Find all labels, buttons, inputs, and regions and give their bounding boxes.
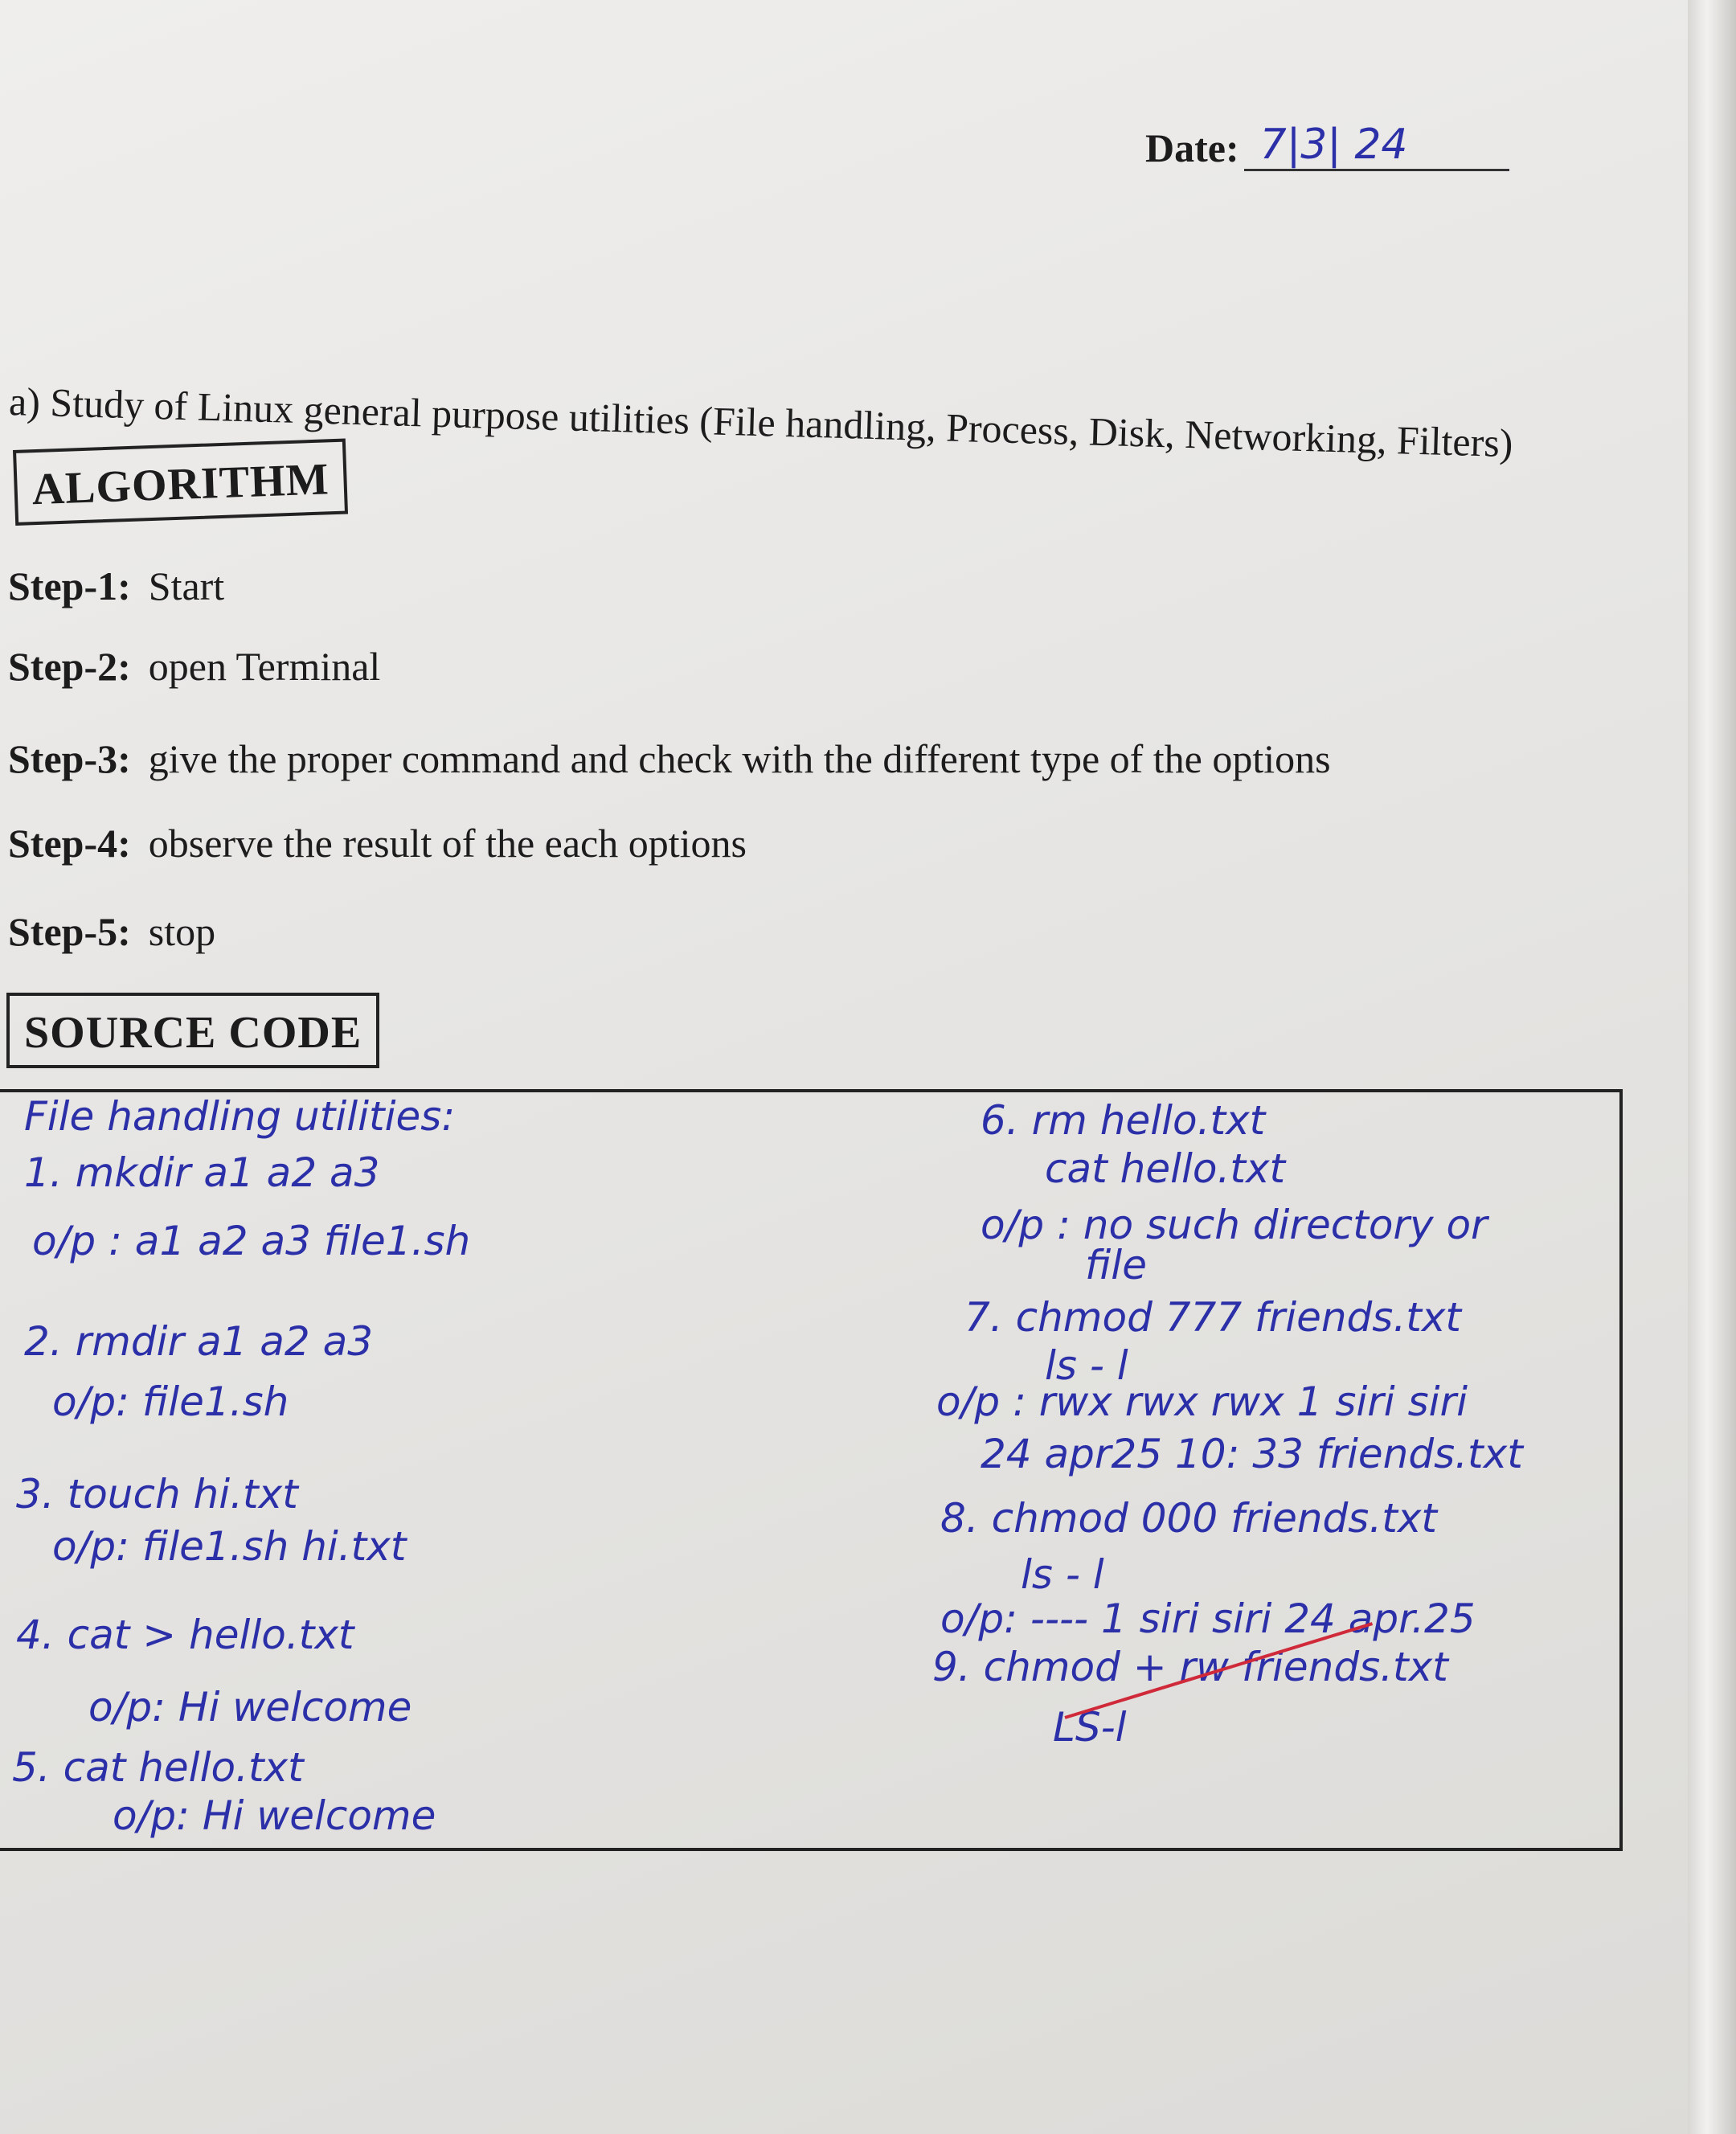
right-line-2: cat hello.txt: [1045, 1145, 1286, 1192]
right-line-6: ls - l: [1045, 1342, 1128, 1389]
step-label: Step-3:: [8, 736, 131, 781]
step-text: stop: [148, 909, 216, 954]
algorithm-heading: ALGORITHM: [13, 439, 348, 526]
step-label: Step-4:: [8, 821, 131, 866]
left-line-5: o/p: file1.sh: [52, 1378, 289, 1425]
right-line-5: 7. chmod 777 friends.txt: [964, 1294, 1462, 1341]
right-line-10: ls - l: [1021, 1551, 1104, 1598]
right-line-7: o/p : rwx rwx rwx 1 siri siri: [936, 1378, 1468, 1425]
left-line-10: 5. cat hello.txt: [12, 1744, 304, 1791]
right-line-13: LS-l: [1053, 1704, 1127, 1751]
right-line-8: 24 apr25 10: 33 friends.txt: [981, 1431, 1523, 1477]
right-line-4: file: [1085, 1242, 1147, 1288]
step-2: [8, 643, 380, 690]
step-4: [8, 820, 747, 866]
step-text: Start: [148, 563, 225, 608]
step-label: Step-2:: [8, 644, 131, 689]
left-line-7: o/p: file1.sh hi.txt: [52, 1523, 407, 1570]
step-label: Step-1:: [8, 563, 131, 608]
date-label: Date:: [1145, 125, 1239, 170]
step-text: give the proper command and check with the different type of the options: [148, 736, 1331, 781]
right-line-9: 8. chmod 000 friends.txt: [940, 1495, 1438, 1542]
right-line-11: o/p: ---- 1 siri siri 24 apr.25: [940, 1595, 1476, 1642]
source-code-heading: SOURCE CODE: [6, 993, 379, 1068]
left-line-1: File handling utilities:: [24, 1093, 456, 1140]
left-line-8: 4. cat > hello.txt: [16, 1612, 354, 1658]
step-text: observe the result of the each options: [148, 821, 747, 866]
page-edge: [1688, 0, 1736, 2134]
left-line-6: 3. touch hi.txt: [16, 1471, 298, 1518]
left-line-3: o/p : a1 a2 a3 file1.sh: [32, 1218, 471, 1264]
date-row: [1145, 121, 1509, 171]
right-line-12: 9. chmod + rw friends.txt: [932, 1644, 1448, 1690]
step-1: [8, 563, 224, 609]
left-line-11: o/p: Hi welcome: [113, 1792, 436, 1839]
right-line-1: 6. rm hello.txt: [981, 1097, 1266, 1144]
left-line-4: 2. rmdir a1 a2 a3: [24, 1318, 374, 1365]
step-5: [8, 908, 215, 955]
experiment-title: a) Study of Linux general purpose utilities (File handling, Process, Disk, Networking, Filters): [8, 378, 1514, 466]
step-label: Step-5:: [8, 909, 131, 954]
right-line-3: o/p : no such directory or: [981, 1202, 1488, 1248]
step-3: [8, 735, 1331, 782]
step-text: open Terminal: [148, 644, 381, 689]
left-line-2: 1. mkdir a1 a2 a3: [24, 1149, 380, 1196]
left-line-9: o/p: Hi welcome: [88, 1684, 412, 1731]
date-value: 7|3| 24: [1244, 121, 1509, 171]
